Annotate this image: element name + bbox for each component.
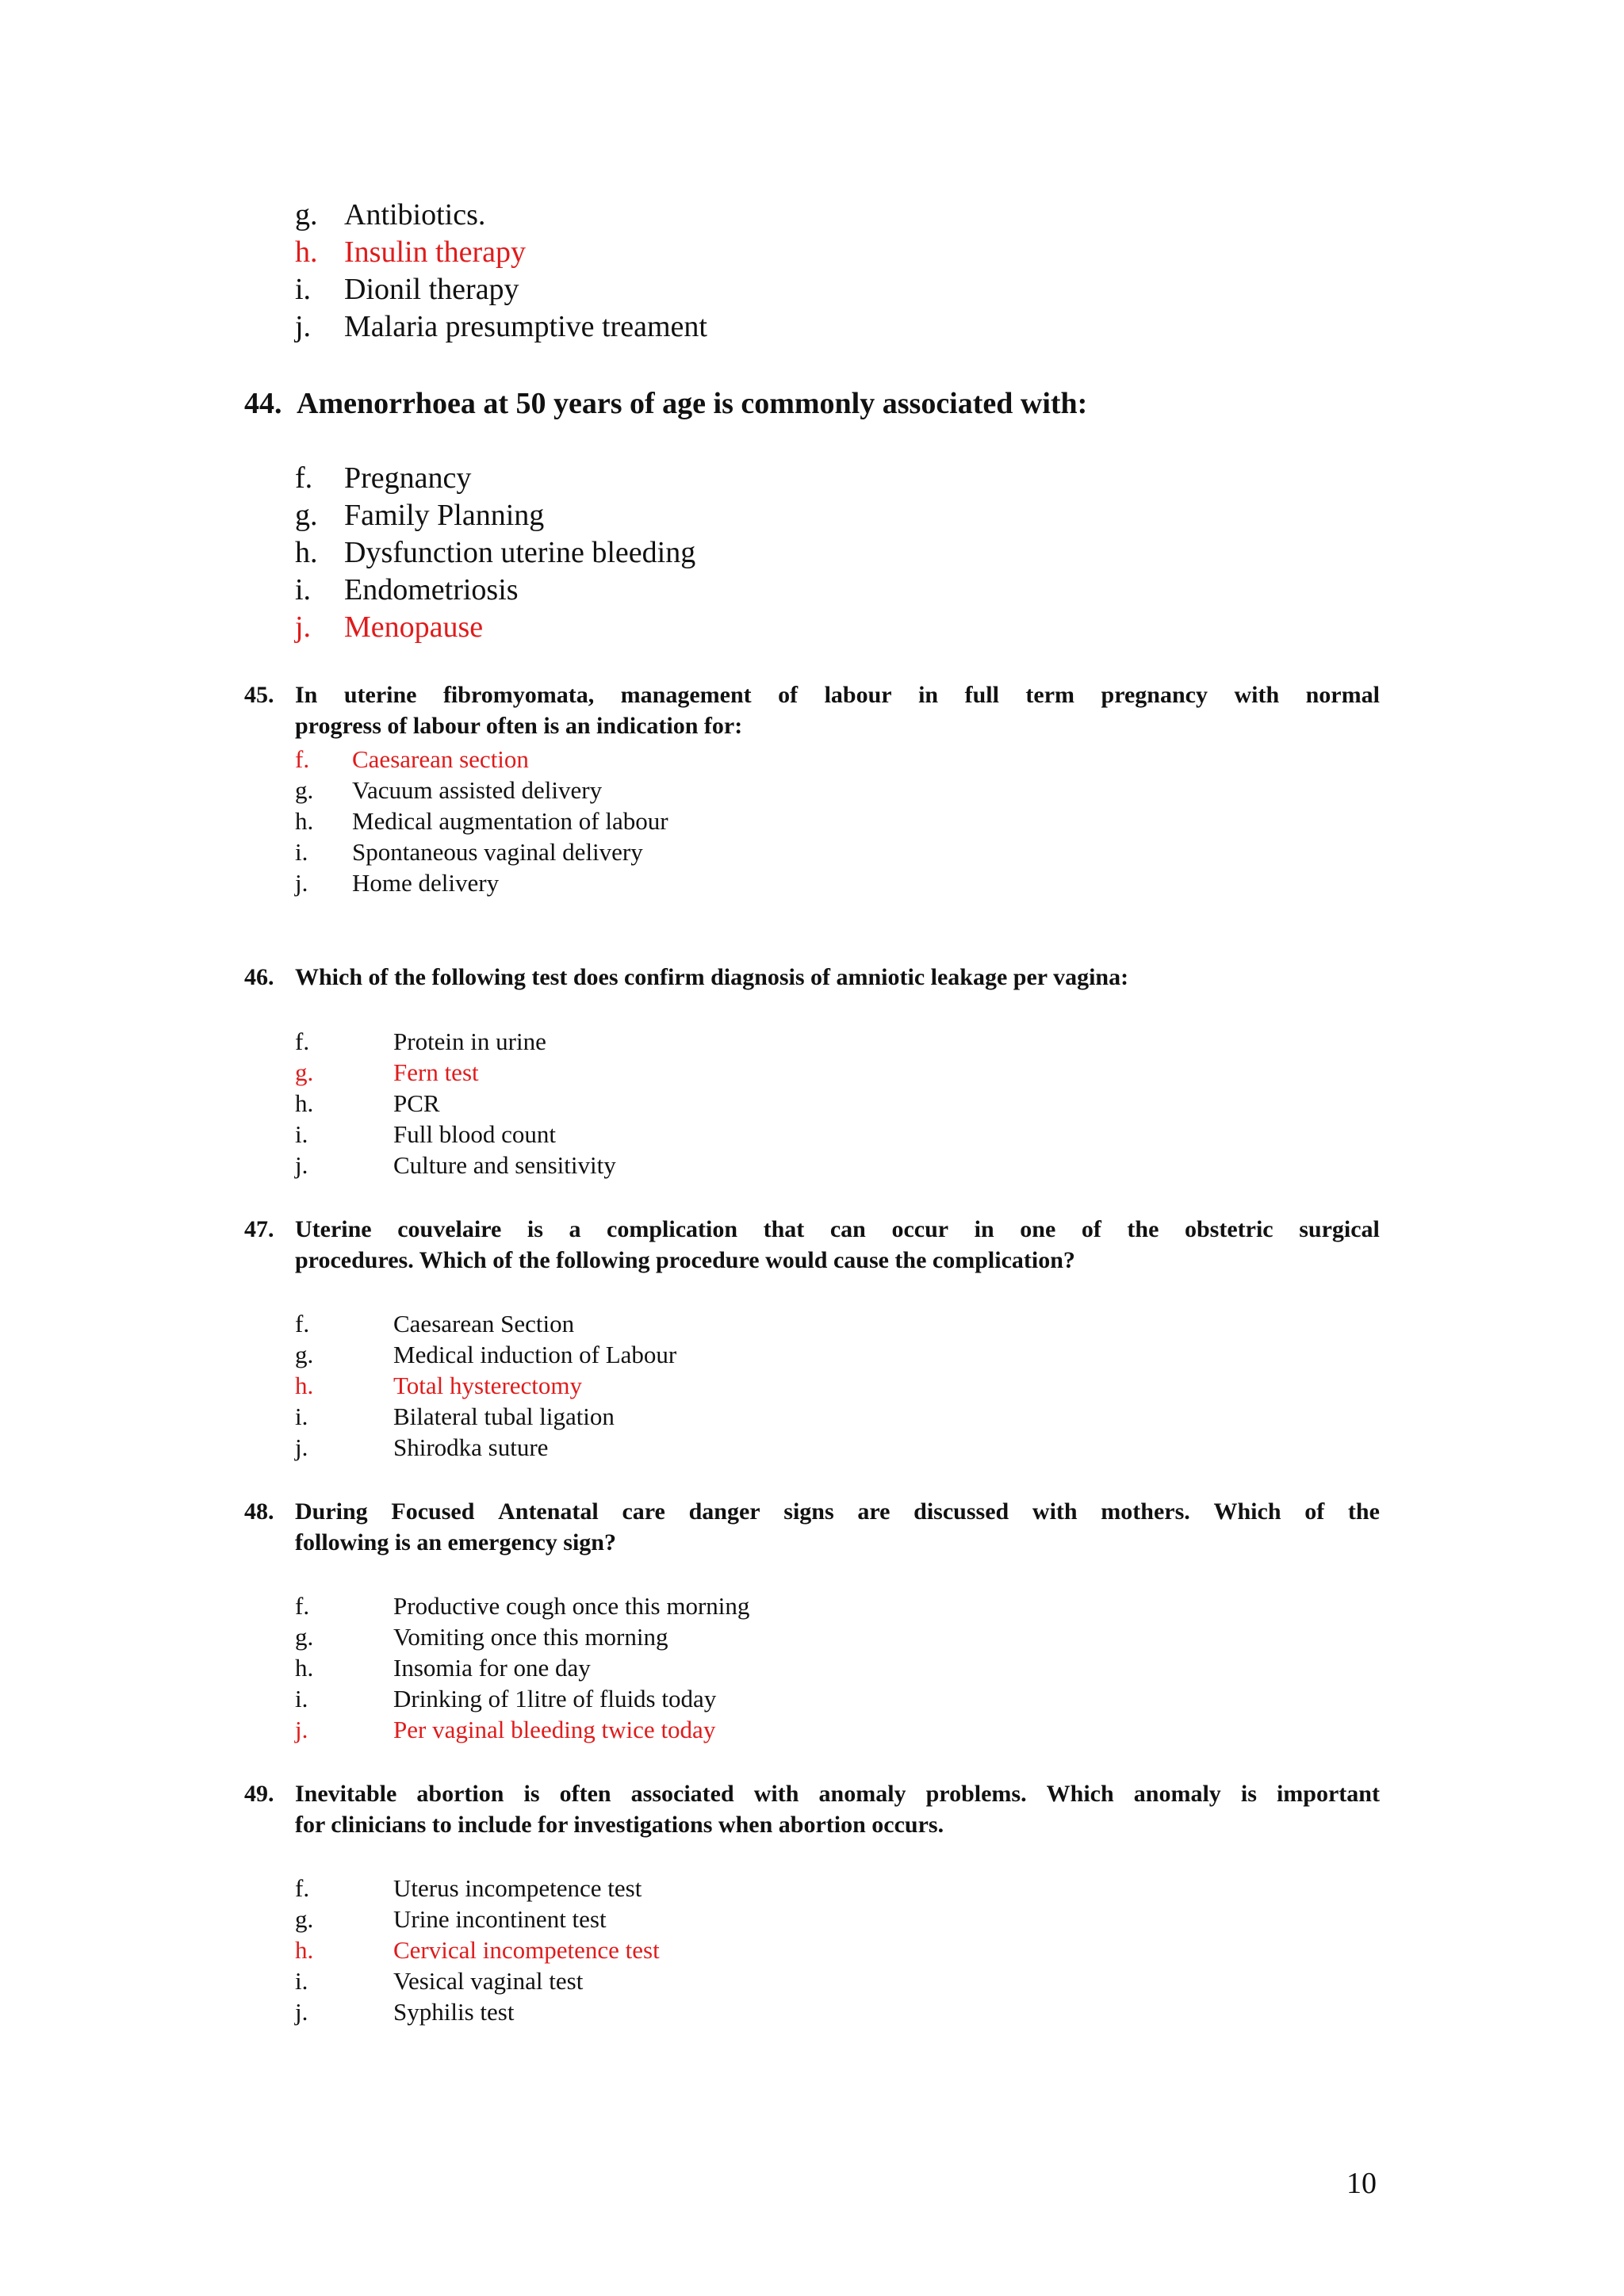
word: is (523, 1781, 540, 1807)
option-text: Fern test (393, 1058, 479, 1086)
word: anomaly (1133, 1781, 1221, 1807)
option-letter: g. (295, 776, 314, 804)
word: of (1304, 1498, 1325, 1525)
option-text: Endometriosis (344, 573, 519, 607)
word: is (1240, 1781, 1257, 1807)
option-letter: g. (295, 1058, 314, 1086)
option-letter: h. (295, 1936, 314, 1964)
option-letter: i. (295, 1402, 308, 1430)
question-text-line-1 (295, 1218, 1380, 1242)
word: important (1276, 1781, 1380, 1807)
word: signs (783, 1498, 834, 1525)
option-text: Insulin therapy (344, 235, 527, 269)
option-text: Spontaneous vaginal delivery (352, 838, 643, 866)
word: in (974, 1216, 994, 1242)
option-letter: j. (295, 1998, 308, 2026)
option-text: Antibiotics. (344, 198, 486, 232)
option-letter: h. (295, 536, 318, 569)
option-letter: f. (295, 1310, 310, 1337)
option-letter: i. (295, 1120, 308, 1148)
option-text: Protein in urine (393, 1027, 546, 1055)
word: often (559, 1781, 611, 1807)
word: a (569, 1216, 581, 1242)
word: are (857, 1498, 891, 1525)
option-text: Medical induction of Labour (393, 1341, 677, 1368)
option-letter: j. (295, 610, 312, 644)
option-letter: h. (295, 1654, 314, 1682)
word: complication (607, 1216, 738, 1242)
option-text: Urine incontinent test (393, 1905, 607, 1933)
question-number: 46. (244, 964, 274, 990)
option-text: Caesarean Section (393, 1310, 575, 1337)
option-text: Menopause (344, 610, 484, 644)
option-letter: j. (295, 1716, 308, 1743)
option-text: Syphilis test (393, 1998, 515, 2026)
option-text: Cervical incompetence test (393, 1936, 660, 1964)
option-letter: f. (295, 1592, 310, 1620)
question-text: Amenorrhoea at 50 years of age is commonly associated with: (297, 387, 1088, 420)
option-letter: f. (295, 745, 310, 773)
option-letter: i. (295, 1685, 308, 1712)
option-text: Vesical vaginal test (393, 1967, 584, 1995)
option-text: Home delivery (352, 869, 500, 897)
word: In (295, 682, 318, 708)
option-text: Caesarean section (352, 745, 529, 773)
word: normal (1305, 682, 1380, 708)
page-number: 10 (1346, 2167, 1377, 2200)
word: surgical (1299, 1216, 1380, 1242)
option-text: Total hysterectomy (393, 1372, 583, 1399)
word: associated (630, 1781, 734, 1807)
word: uterine (343, 682, 417, 708)
option-letter: g. (295, 1341, 314, 1368)
option-text: Family Planning (344, 499, 545, 532)
word: with (1032, 1498, 1078, 1525)
word: one (1020, 1216, 1056, 1242)
question-text-line-1 (295, 1500, 1380, 1524)
word: can (829, 1216, 866, 1242)
question-number: 45. (244, 682, 274, 708)
word: is (527, 1216, 543, 1242)
option-text: Vacuum assisted delivery (352, 776, 603, 804)
option-letter: i. (295, 573, 312, 607)
option-text: Bilateral tubal ligation (393, 1402, 615, 1430)
option-letter: h. (295, 1372, 314, 1399)
option-text: Medical augmentation of labour (352, 807, 668, 835)
word: the (1347, 1498, 1380, 1525)
word: labour (824, 682, 892, 708)
word: problems. (925, 1781, 1027, 1807)
question-text-line-2: progress of labour often is an indication for: (295, 713, 743, 739)
option-letter: i. (295, 1967, 308, 1995)
word: occur (891, 1216, 949, 1242)
option-text: Insomia for one day (393, 1654, 591, 1682)
word: full (964, 682, 999, 708)
option-letter: g. (295, 499, 318, 532)
option-letter: j. (295, 1151, 308, 1179)
word: of (778, 682, 799, 708)
word: couvelaire (397, 1216, 502, 1242)
question-text-line-2: for clinicians to include for investigations when abortion occurs. (295, 1812, 944, 1838)
option-text: Full blood count (393, 1120, 556, 1148)
option-letter: g. (295, 198, 318, 232)
word: the (1127, 1216, 1159, 1242)
word: that (763, 1216, 805, 1242)
question-text-line-1 (295, 683, 1380, 707)
option-letter: j. (295, 869, 308, 897)
question-text-line-1: Which of the following test does confirm diagnosis of amniotic leakage per vagina: (295, 964, 1129, 990)
word: Which (1213, 1498, 1281, 1525)
word: pregnancy (1101, 682, 1208, 708)
word: During (295, 1498, 368, 1525)
option-text: Uterus incompetence test (393, 1874, 642, 1902)
word: Which (1046, 1781, 1114, 1807)
option-text: Dysfunction uterine bleeding (344, 536, 696, 569)
option-text: PCR (393, 1089, 440, 1117)
option-text: Dionil therapy (344, 273, 519, 306)
word: term (1025, 682, 1075, 708)
option-letter: h. (295, 807, 314, 835)
word: with (1234, 682, 1280, 708)
word: discussed (914, 1498, 1009, 1525)
option-letter: f. (295, 1027, 310, 1055)
word: of (1081, 1216, 1101, 1242)
word: with (753, 1781, 799, 1807)
option-letter: j. (295, 1433, 308, 1461)
option-text: Malaria presumptive treament (344, 310, 707, 343)
word: mothers. (1101, 1498, 1190, 1525)
option-text: Drinking of 1litre of fluids today (393, 1685, 717, 1712)
option-text: Per vaginal bleeding twice today (393, 1716, 716, 1743)
option-text: Culture and sensitivity (393, 1151, 616, 1179)
word: obstetric (1185, 1216, 1274, 1242)
word: in (918, 682, 939, 708)
option-letter: g. (295, 1905, 314, 1933)
option-letter: h. (295, 235, 318, 269)
word: anomaly (818, 1781, 906, 1807)
word: Focused (391, 1498, 475, 1525)
question-number: 49. (244, 1781, 274, 1807)
question-number: 47. (244, 1216, 274, 1242)
word: fibromyomata, (442, 682, 595, 708)
option-text: Productive cough once this morning (393, 1592, 750, 1620)
word: abortion (416, 1781, 504, 1807)
word: Inevitable (295, 1781, 397, 1807)
question-number: 48. (244, 1498, 274, 1525)
option-text: Vomiting once this morning (393, 1623, 668, 1651)
option-text: Pregnancy (344, 461, 472, 495)
option-letter: i. (295, 838, 308, 866)
question-number: 44. (244, 387, 282, 420)
question-text-line-1 (295, 1782, 1380, 1806)
option-letter: g. (295, 1623, 314, 1651)
option-letter: j. (295, 310, 312, 343)
option-letter: f. (295, 1874, 310, 1902)
word: care (622, 1498, 665, 1525)
word: Antenatal (498, 1498, 599, 1525)
word: management (620, 682, 752, 708)
option-letter: f. (295, 461, 313, 495)
question-text-line-2: procedures. Which of the following procedure would cause the complication? (295, 1247, 1075, 1273)
option-letter: i. (295, 273, 312, 306)
option-letter: h. (295, 1089, 314, 1117)
word: Uterine (295, 1216, 372, 1242)
option-text: Shirodka suture (393, 1433, 549, 1461)
question-text-line-2: following is an emergency sign? (295, 1529, 616, 1556)
word: danger (688, 1498, 760, 1525)
